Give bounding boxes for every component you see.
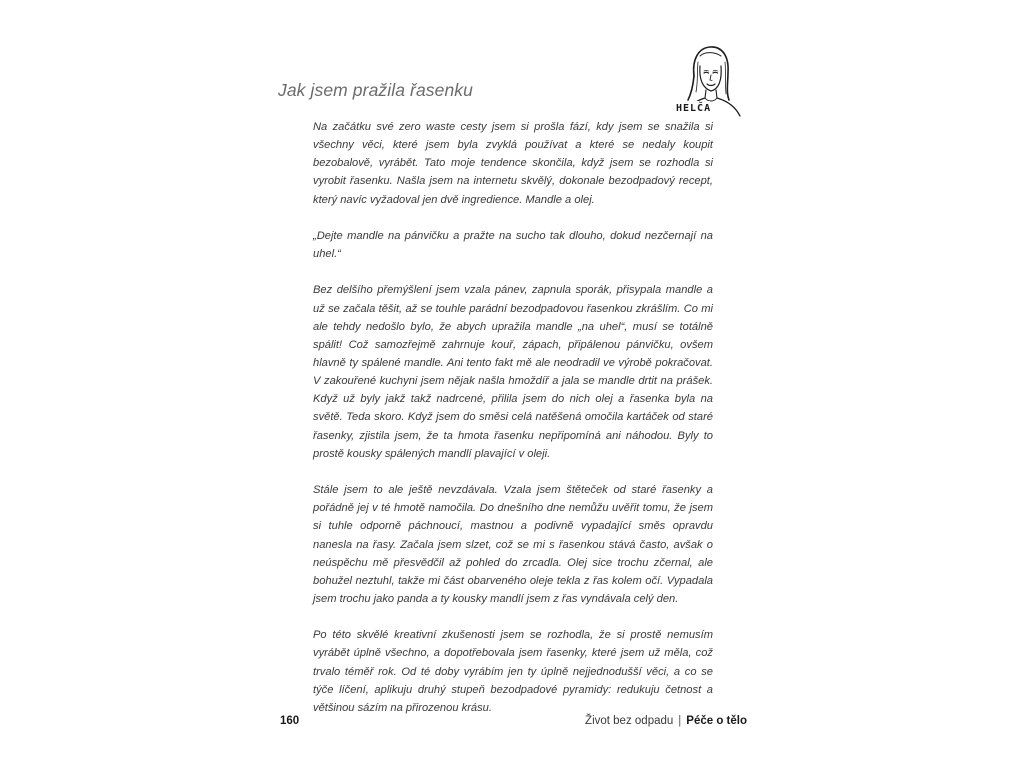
paragraph: Stále jsem to ale ještě nevzdávala. Vzala jsem štěteček od staré řasenky a pořádně jej v té hmotě namočila. Do dnešního dne nemůžu uvěřit tomu, že jsem si tuhle odporně páchnoucí, mastnou a podivně vypadající směs opravdu nanesla na řasy. Začala jsem slzet, což se mi s řasenkou stává často, avšak o neúspěchu mě přesvědčil až pohled do zrcadla. Olej sice trochu zčernal, ale bohužel neztuhl, takže mi část obarveného oleje tekla z řas kolem očí. Vypadala jsem trochu jako panda a ty kousky mandlí jsem z řas vyndávala celý den. bbox=[313, 484, 713, 606]
paragraph: Po této skvělé kreativní zkušenosti jsem se rozhodla, že si prostě nemusím vyrábět úplně všechno, a dopotřebovala jsem řasenky, které jsem už měla, což trvalo téměř rok. Od té doby vyrábím jen ty úplně nejjednodušší věci, a co se týče líčení, aplikuju druhý stupeň bezodpadové pyramidy: redukuju četnost a většinou sázím na přirozenou krásu. bbox=[313, 629, 713, 714]
section-title: Jak jsem pražila řasenku bbox=[278, 80, 473, 100]
book-title: Život bez odpadu bbox=[585, 715, 674, 727]
chapter-name: Péče o tělo bbox=[686, 715, 747, 727]
story-body bbox=[313, 118, 713, 735]
paragraph: Bez delšího přemýšlení jsem vzala pánev, zapnula sporák, přisypala mandle a už se začala těšit, až se touhle parádní bezodpadovou řasenkou zkrášlím. Co mi ale tehdy nedošlo bylo, že abych upražila mandle „na uhel“, musí se totálně spálit! Což samozřejmě zahrnuje kouř, zápach, připálenou pánvičku, ovšem hlavně ty spálené mandle. Ani tento fakt mě ale neodradil ve výrobě pokračovat. V zakouřené kuchyni jsem nějak našla hmoždíř a jala se mandle drtit na prášek. Když už byly jakž takž nadrcené, přilila jsem do nich olej a řasenka byla na světě. Teda skoro. Když jsem do směsi celá natěšená omočila kartáček od staré řasenky, zjistila jsem, že ta hmota řasenku nepřipomíná ani náhodou. Byly to prostě kousky spálených mandlí plavající v oleji. bbox=[313, 284, 713, 460]
page-number: 160 bbox=[280, 715, 300, 727]
running-footer bbox=[585, 715, 747, 727]
author-name-label: HELČA bbox=[676, 103, 712, 114]
footer-separator: | bbox=[678, 715, 682, 727]
quote-paragraph: „Dejte mandle na pánvičku a pražte na sucho tak dlouho, dokud nezčernají na uhel.“ bbox=[313, 229, 713, 261]
paragraph: Na začátku své zero waste cesty jsem si prošla fází, kdy jsem se snažila si všechny věci, které jsem byla zvyklá používat a které se nedaly koupit bezobalově, vyrábět. Tato moje tendence skončila, když jsem se rozhodla si vyrobit řasenku. Našla jsem na internetu skvělý, dokonale bezodpadový recept, který navíc vyžadoval jen dvě ingredience. Mandle a olej. bbox=[313, 121, 713, 206]
